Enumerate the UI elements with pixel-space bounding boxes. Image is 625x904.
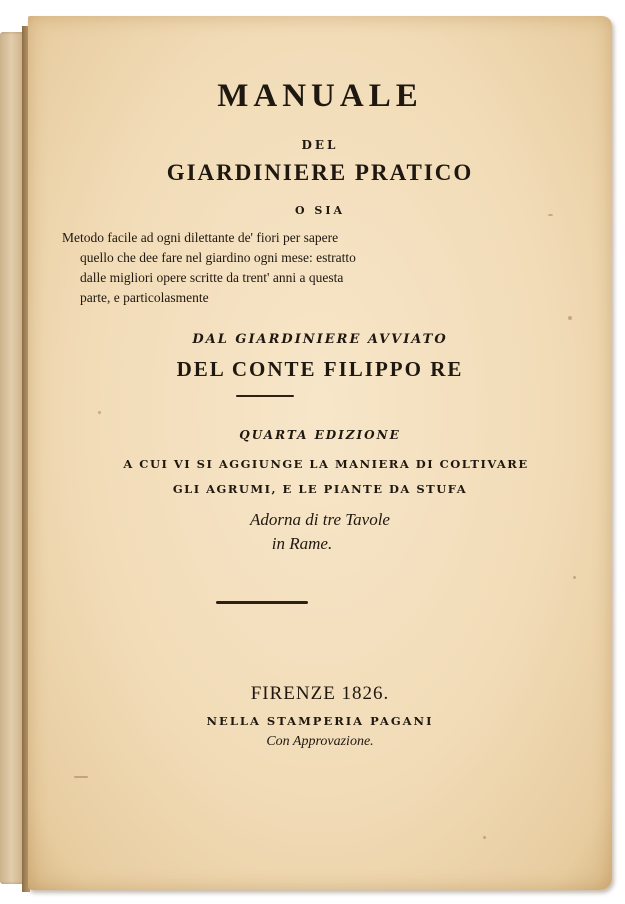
- description-line: parte, e particolasmente: [80, 290, 209, 305]
- foxing-spot: [573, 576, 576, 579]
- edition-line: QUARTA EDIZIONE: [239, 428, 401, 442]
- imprint-approval: Con Approvazione.: [266, 734, 374, 749]
- title-page: [28, 16, 612, 890]
- addition-line-1: A CUI VI SI AGGIUNGE LA MANIERA DI COLTIVARE: [123, 457, 529, 471]
- foxing-spot: [74, 776, 88, 778]
- description-block: [62, 228, 492, 308]
- description-line: quello che dee fare nel giardino ogni mese: estratto: [80, 250, 356, 265]
- author-line: DEL CONTE FILIPPO RE: [176, 357, 464, 381]
- addition-line-2: GLI AGRUMI, E LE PIANTE DA STUFA: [172, 482, 468, 496]
- book-title: MANUALE: [217, 78, 423, 114]
- foxing-spot: [98, 411, 101, 414]
- foxing-spot: [483, 836, 486, 839]
- title-connector-o-sia: O SIA: [294, 204, 346, 217]
- title-connector-del: DEL: [301, 138, 339, 152]
- book-subtitle: GIARDINIERE PRATICO: [166, 160, 474, 185]
- description-line: Metodo facile ad ogni dilettante de' fiori per sapere: [62, 230, 339, 245]
- foxing-spot: [568, 316, 572, 320]
- description-line: dalle migliori opere scritte da trent' anni a questa: [80, 270, 344, 285]
- imprint-place-date: FIRENZE 1826.: [250, 683, 390, 704]
- imprint-printer: NELLA STAMPERIA PAGANI: [206, 714, 434, 728]
- divider-rule: [236, 395, 294, 397]
- book: [0, 10, 612, 894]
- adorna-line-1: Adorna di tre Tavole: [250, 510, 390, 529]
- dal-giardiniere-line: DAL GIARDINIERE AVVIATO: [192, 332, 448, 347]
- adorna-line-2: in Rame.: [271, 534, 333, 553]
- divider-rule: [216, 601, 308, 604]
